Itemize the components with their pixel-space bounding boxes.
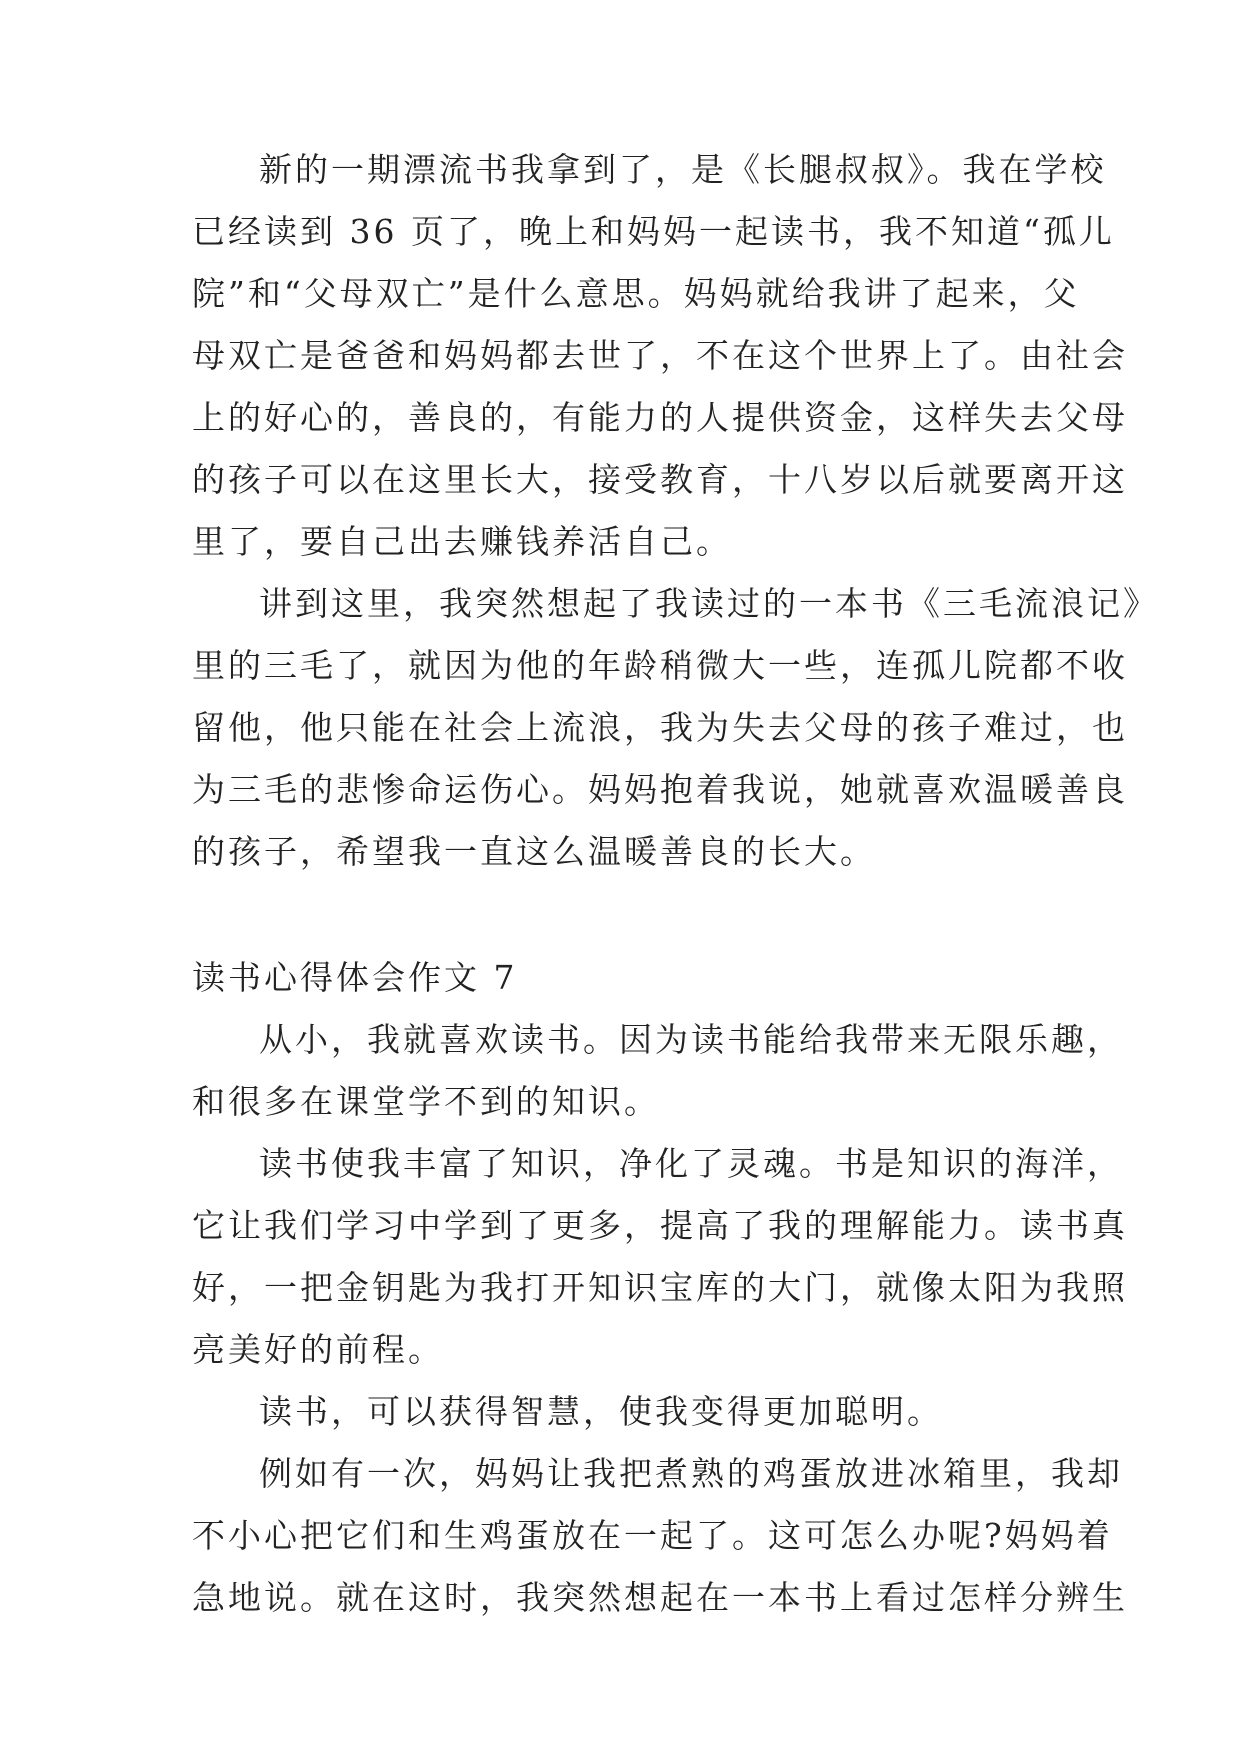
paragraph-line: 急地说。就在这时，我突然想起在一本书上看过怎样分辨生 <box>192 1578 1128 1617</box>
paragraph-line: 母双亡是爸爸和妈妈都去世了，不在这个世界上了。由社会 <box>192 336 1128 375</box>
paragraph-line: 为三毛的悲惨命运伤心。妈妈抱着我说，她就喜欢温暖善良 <box>192 770 1128 809</box>
paragraph-line: 亮美好的前程。 <box>192 1330 444 1369</box>
paragraph-line: 例如有一次，妈妈让我把煮熟的鸡蛋放进冰箱里，我却 <box>259 1454 1123 1493</box>
paragraph-line: 从小，我就喜欢读书。因为读书能给我带来无限乐趣， <box>259 1020 1123 1059</box>
paragraph-line: 好，一把金钥匙为我打开知识宝库的大门，就像太阳为我照 <box>192 1268 1128 1307</box>
paragraph-line: 已经读到 36 页了，晚上和妈妈一起读书，我不知道“孤儿 <box>192 212 1115 251</box>
paragraph-line: 的孩子可以在这里长大，接受教育，十八岁以后就要离开这 <box>192 460 1128 499</box>
paragraph-line: 读书，可以获得智慧，使我变得更加聪明。 <box>259 1392 943 1431</box>
paragraph-line: 里的三毛了，就因为他的年龄稍微大一些，连孤儿院都不收 <box>192 646 1128 685</box>
paragraph-line: 里了，要自己出去赚钱养活自己。 <box>192 522 732 561</box>
paragraph-line: 不小心把它们和生鸡蛋放在一起了。这可怎么办呢?妈妈着 <box>192 1516 1113 1555</box>
paragraph-line: 院”和“父母双亡”是什么意思。妈妈就给我讲了起来，父 <box>192 274 1080 313</box>
section-heading: 读书心得体会作文 7 <box>192 958 518 997</box>
paragraph-line: 讲到这里，我突然想起了我读过的一本书《三毛流浪记》 <box>259 584 1159 623</box>
paragraph-line: 上的好心的，善良的，有能力的人提供资金，这样失去父母 <box>192 398 1128 437</box>
paragraph-line: 留他，他只能在社会上流浪，我为失去父母的孩子难过，也 <box>192 708 1128 747</box>
paragraph-line: 和很多在课堂学不到的知识。 <box>192 1082 660 1121</box>
paragraph-line: 新的一期漂流书我拿到了，是《长腿叔叔》。我在学校 <box>259 150 1107 189</box>
paragraph-line: 读书使我丰富了知识，净化了灵魂。书是知识的海洋， <box>259 1144 1123 1183</box>
paragraph-line: 的孩子，希望我一直这么温暖善良的长大。 <box>192 832 876 871</box>
paragraph-line: 它让我们学习中学到了更多，提高了我的理解能力。读书真 <box>192 1206 1128 1245</box>
